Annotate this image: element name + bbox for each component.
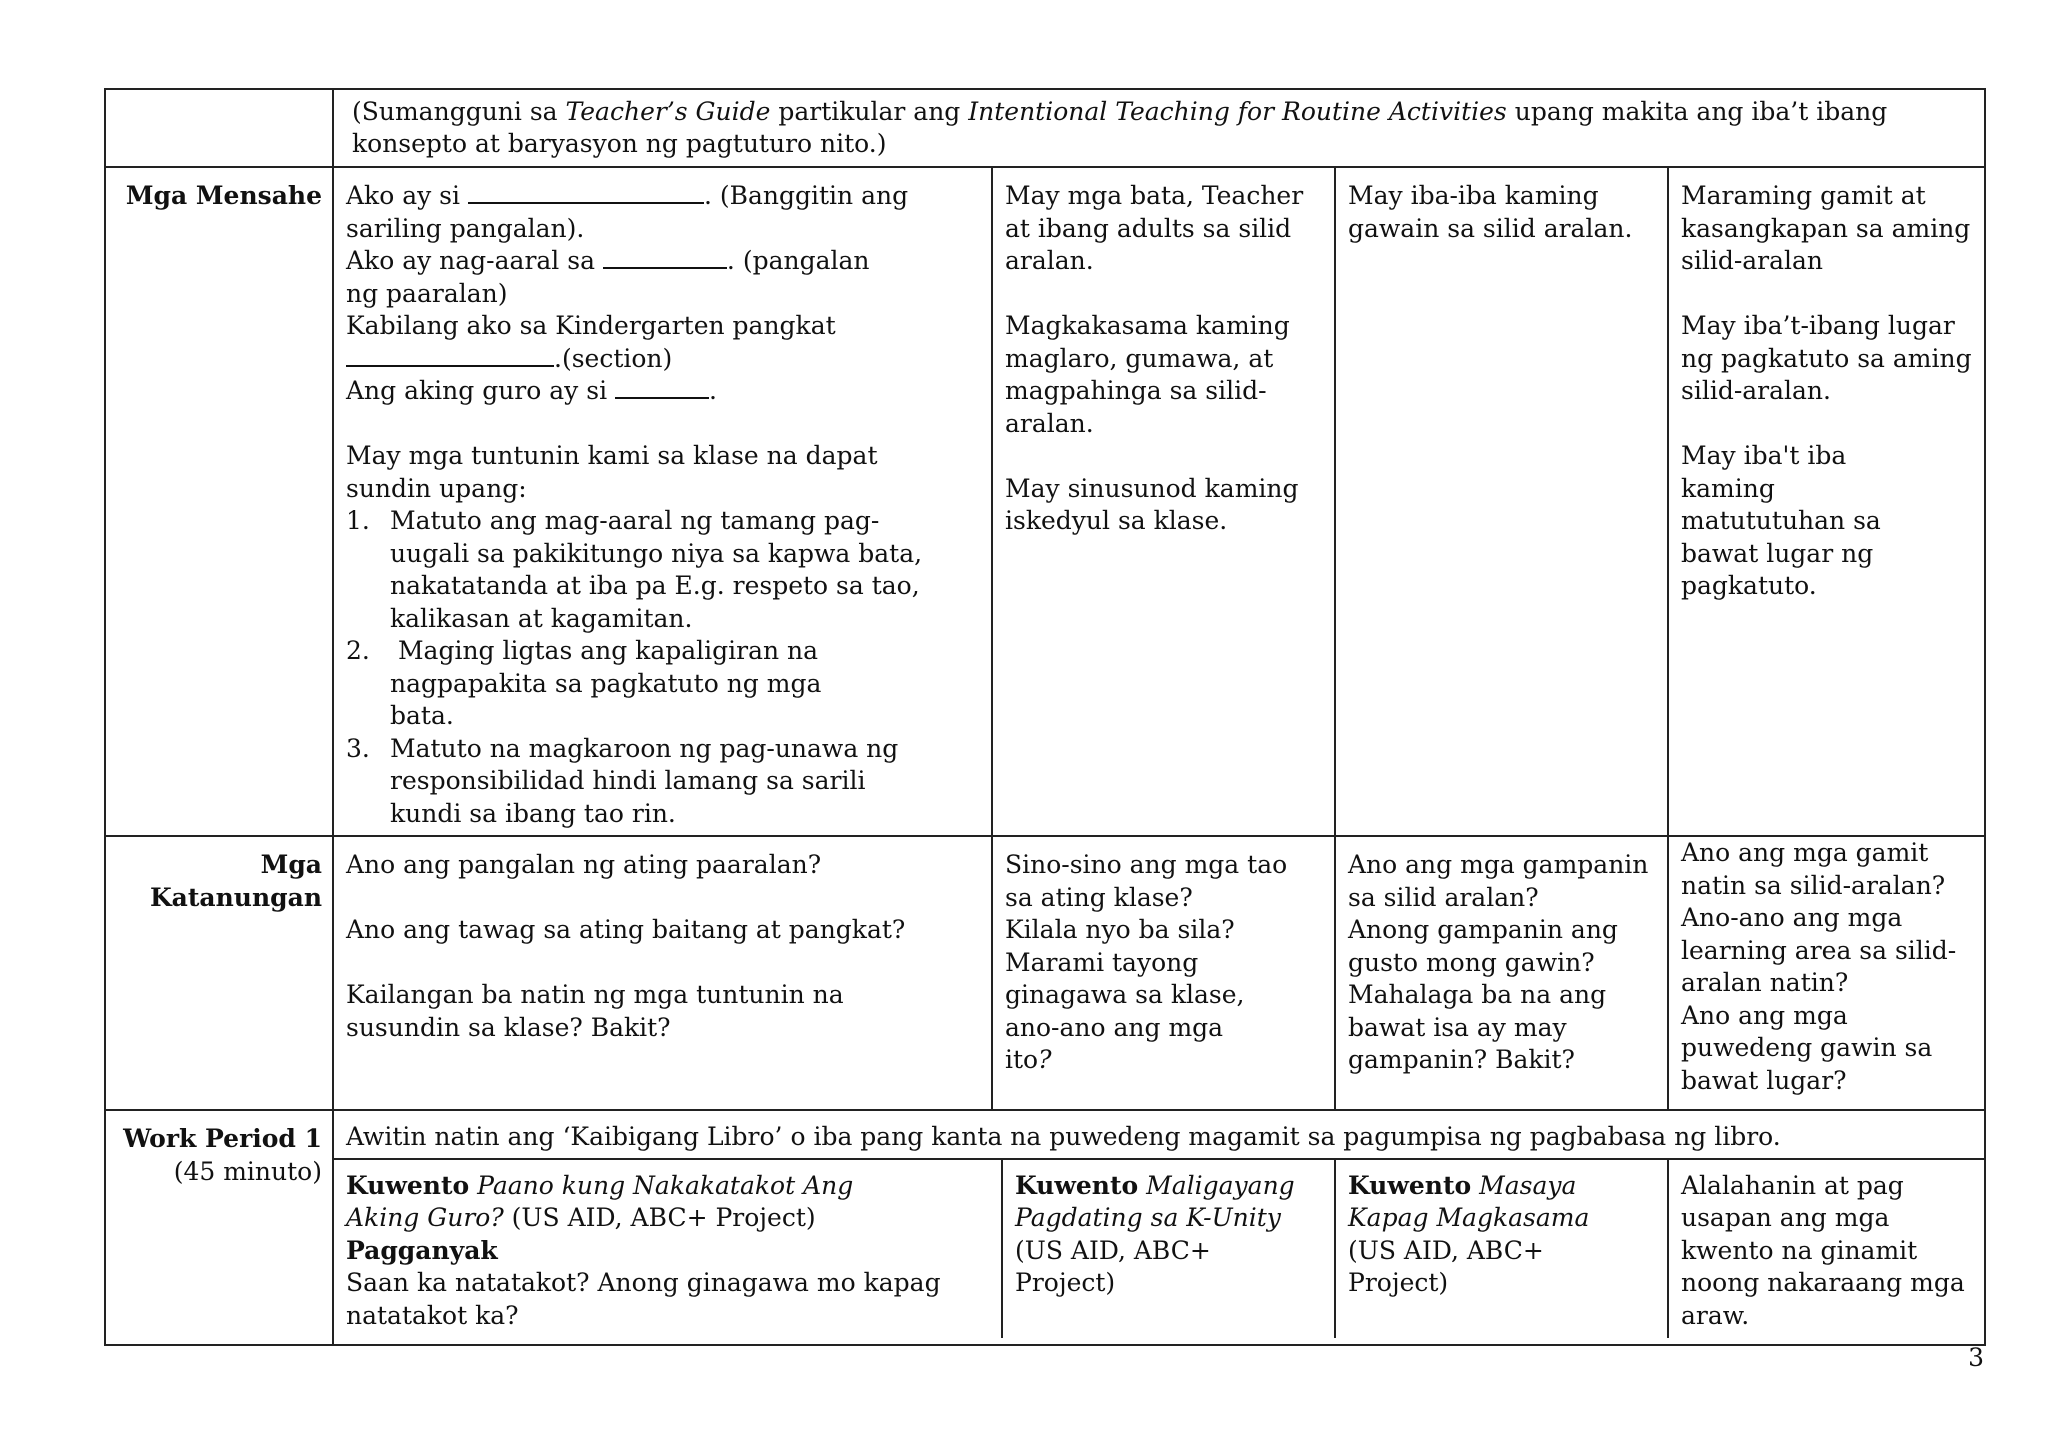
katanungan-heading-cell — [105, 836, 333, 1110]
katanungan-heading-1: Mga — [260, 850, 322, 879]
work-period-row — [105, 1110, 1985, 1345]
mensahe-row — [105, 167, 1985, 836]
pagganyak-label: Pagganyak — [346, 1235, 498, 1265]
reference-note — [333, 89, 1985, 167]
mensahe-name-line: Ako ay si . (Banggitin ang — [346, 181, 909, 210]
reference-empty-cell — [105, 89, 333, 167]
work-period-heading-cell — [105, 1110, 333, 1345]
reference-row — [105, 89, 1985, 167]
work-period-col4: Alalahanin at pag usapan ang mga kwento na ginamit noong nakaraang mga araw. — [1668, 1159, 1985, 1339]
mensahe-col3: May iba-iba kaming gawain sa silid aralan. — [1335, 167, 1668, 836]
work-period-duration: (45 minuto) — [173, 1156, 322, 1186]
reference-line-2: konsepto at baryasyon ng pagtuturo nito.) — [352, 129, 887, 158]
katanungan-heading-2: Katanungan — [149, 882, 322, 912]
mensahe-col1: Ako ay si . (Banggitin ang sariling pangalan). Ako ay nag-aaral sa . (pangalan ng paaralan) Kabilang ako sa Kindergarten pangkat .(section) Ang aking guro ay si . May mga tuntunin kami sa klase na dapat sundin upang: 1. Matuto ang mag-aaral ng tamang pag- uugali sa pakikitungo niya sa kapwa bata, nakatatanda at iba pa E.g. respeto sa tao, kalikasan at kagamitan. 2. Maging ligtas ang kapaligiran na nagpapakita sa pagkatuto ng mga bata. 3. Matuto na magkaroon ng pag-unawa ng responsibilidad hindi lamang sa sarili kundi sa ibang tao rin. — [333, 167, 992, 836]
work-period-col3: Kuwento Masaya Kapag Magkasama (US AID, ABC+ Project) — [1335, 1159, 1668, 1339]
teacher-blank — [615, 375, 709, 399]
page-number: 3 — [1968, 1343, 1984, 1372]
work-period-col2: Kuwento Maligayang Pagdating sa K-Unity (US AID, ABC+ Project) — [1002, 1159, 1335, 1339]
mensahe-col2: May mga bata, Teacher at ibang adults sa silid aralan. Magkakasama kaming maglaro, gumawa, at magpahinga sa silid- aralan. May sinusunod kaming iskedyul sa klase. — [992, 167, 1335, 836]
rule-item-1: 1. Matuto ang mag-aaral ng tamang pag- uugali sa pakikitungo niya sa kapwa bata, nakatatanda at iba pa E.g. respeto sa tao, kalikasan at kagamitan. — [346, 506, 923, 633]
katanungan-col3: Ano ang mga gampanin sa silid aralan? Anong gampanin ang gusto mong gawin? Mahalaga ba na ang bawat isa ay may gampanin? Bakit? — [1335, 836, 1668, 1110]
section-blank — [346, 343, 554, 367]
rule-item-3: 3. Matuto na magkaroon ng pag-unawa ng responsibilidad hindi lamang sa sarili kundi sa ibang tao rin. — [346, 733, 899, 828]
reference-line-1: (Sumangguni sa Teacher’s Guide partikular ang Intentional Teaching for Routine Activities upang makita ang iba’t ibang — [352, 96, 1888, 126]
mensahe-heading-cell — [105, 167, 333, 836]
lesson-plan-table — [104, 88, 1986, 1346]
mensahe-school-line: Ako ay nag-aaral sa . (pangalan — [346, 246, 870, 275]
work-period-heading: Work Period 1 — [123, 1124, 322, 1153]
school-blank — [603, 245, 727, 269]
katanungan-row — [105, 836, 1985, 1110]
work-period-col1: Kuwento Paano kung Nakakatakot Ang Aking Guro? (US AID, ABC+ Project) Pagganyak Saan ka natatakot? Anong ginagawa mo kapag natatakot ka? — [334, 1159, 1002, 1339]
name-blank — [468, 180, 704, 204]
katanungan-col1: Ano ang pangalan ng ating paaralan? Ano ang tawag sa ating baitang at pangkat? Kailangan ba natin ng mga tuntunin na susundin sa klase? Bakit? — [333, 836, 992, 1110]
katanungan-col2: Sino-sino ang mga tao sa ating klase? Kilala nyo ba sila? Marami tayong ginagawa sa klase, ano-ano ang mga ito? — [992, 836, 1335, 1110]
mensahe-section-line: .(section) — [346, 343, 979, 376]
mensahe-col4: Maraming gamit at kasangkapan sa aming silid-aralan May iba’t-ibang lugar ng pagkatuto sa aming silid-aralan. May iba't iba kaming matututuhan sa bawat lugar ng pagkatuto. — [1668, 167, 1985, 836]
mensahe-heading: Mga Mensahe — [125, 181, 322, 210]
katanungan-col4: Ano ang mga gamit natin sa silid-aralan? Ano-ano ang mga learning area sa silid- aralan natin? Ano ang mga puwedeng gawin sa bawat lugar? — [1668, 836, 1985, 1110]
song-instruction: Awitin natin ang ‘Kaibigang Libro’ o iba pang kanta na puwedeng magamit sa pagumpisa ng pagbabasa ng libro. — [334, 1111, 1985, 1159]
rule-item-2: 2. Maging ligtas ang kapaligiran na nagpapakita sa pagkatuto ng mga bata. — [346, 636, 822, 730]
mensahe-teacher-line: Ang aking guro ay si . — [346, 376, 717, 405]
work-period-content — [333, 1110, 1985, 1345]
